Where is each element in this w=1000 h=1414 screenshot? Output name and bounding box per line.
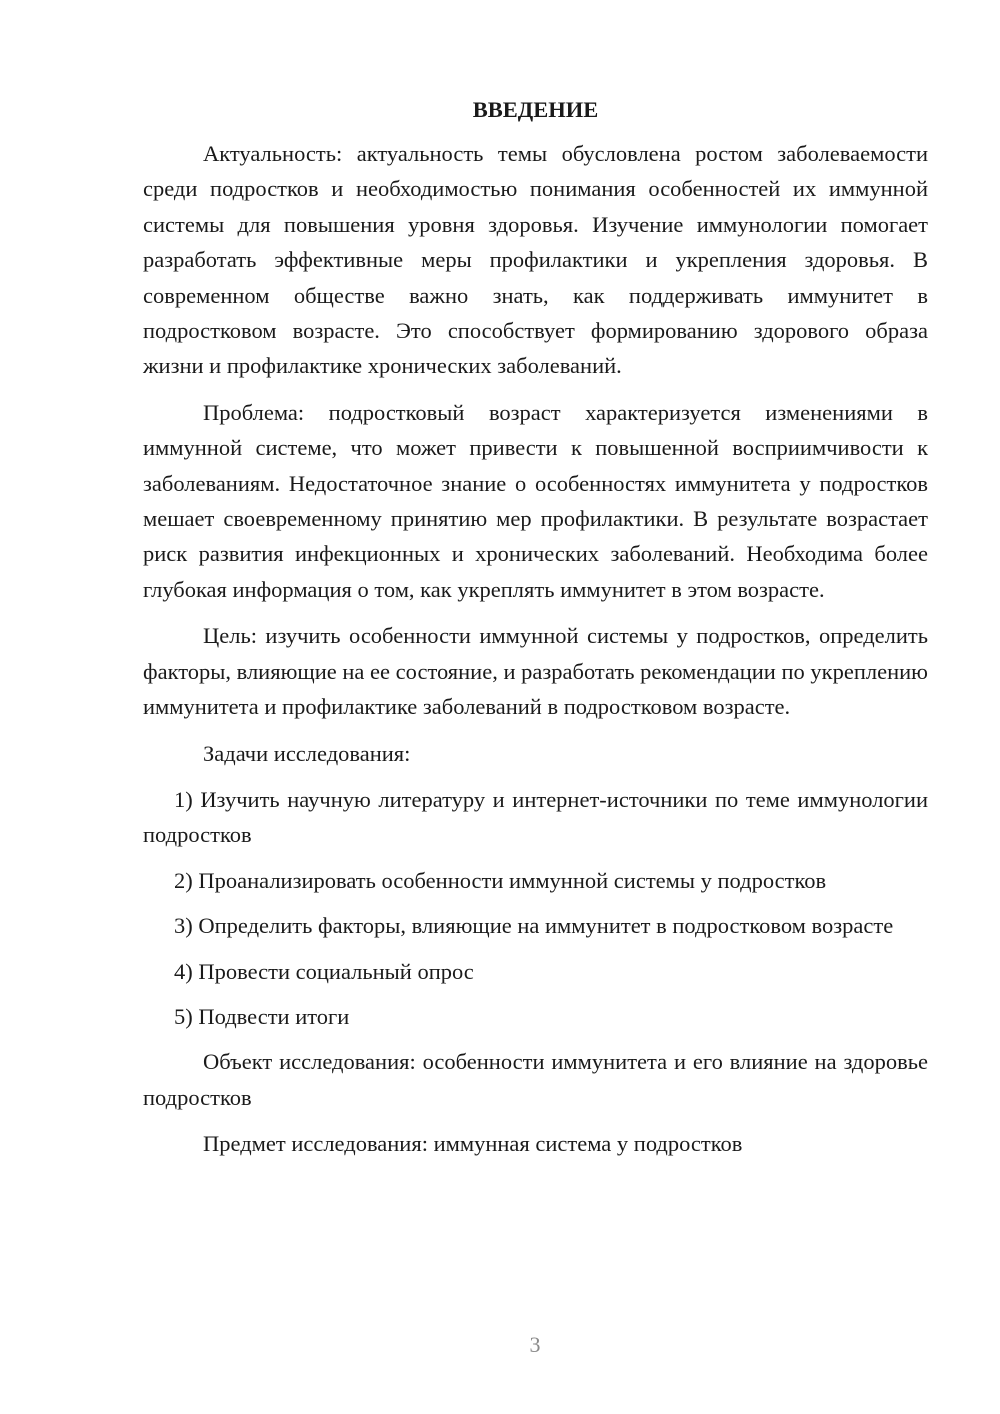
document-page: [143, 92, 928, 1173]
tasks-list: [143, 782, 928, 1034]
paragraph-subject: Предмет исследования: иммунная система у подростков: [203, 1131, 743, 1157]
list-item: 5) Подвести итоги: [174, 1003, 350, 1029]
page-title: ВВЕДЕНИЕ: [472, 97, 599, 122]
list-item: 2) Проанализировать особенности иммунной системы у подростков: [174, 867, 827, 893]
page-number: 3: [529, 1332, 541, 1357]
paragraph-goal: Цель: изучить особенности иммунной системы у подростков, определить факторы, влияющие на ее состояние, и разработать рекомендации по укреплению иммунитета и профилактике заболеваний в подростковом возрасте.: [143, 623, 928, 720]
list-item: 1) Изучить научную литературу и интернет-источники по теме иммунологии подростков: [143, 786, 928, 848]
paragraph-relevance: Актуальность: актуальность темы обусловлена ростом заболеваемости среди подростков и необходимостью понимания особенностей их иммунной системы для повышения уровня здоровья. Изучение иммунологии помогает разработать эффективные меры профилактики и укрепления здоровья. В современном обществе важно знать, как поддерживать иммунитет в подростковом возрасте. Это способствует формированию здорового образа жизни и профилактике хронических заболеваний.: [143, 141, 928, 379]
tasks-title: Задачи исследования:: [203, 740, 411, 766]
paragraph-problem: Проблема: подростковый возраст характеризуется изменениями в иммунной системе, что может привести к повышенной восприимчивости к заболеваниям. Недостаточное знание о особенностях иммунитета у подростков мешает своевременному принятию мер профилактики. В результате возрастает риск развития инфекционных и хронических заболеваний. Необходима более глубокая информация о том, как укреплять иммунитет в этом возрасте.: [143, 399, 928, 602]
paragraph-object: Объект исследования: особенности иммунитета и его влияние на здоровье подростков: [143, 1049, 928, 1110]
list-item: 3) Определить факторы, влияющие на иммунитет в подростковом возрасте: [174, 913, 894, 939]
list-item: 4) Провести социальный опрос: [174, 958, 474, 984]
